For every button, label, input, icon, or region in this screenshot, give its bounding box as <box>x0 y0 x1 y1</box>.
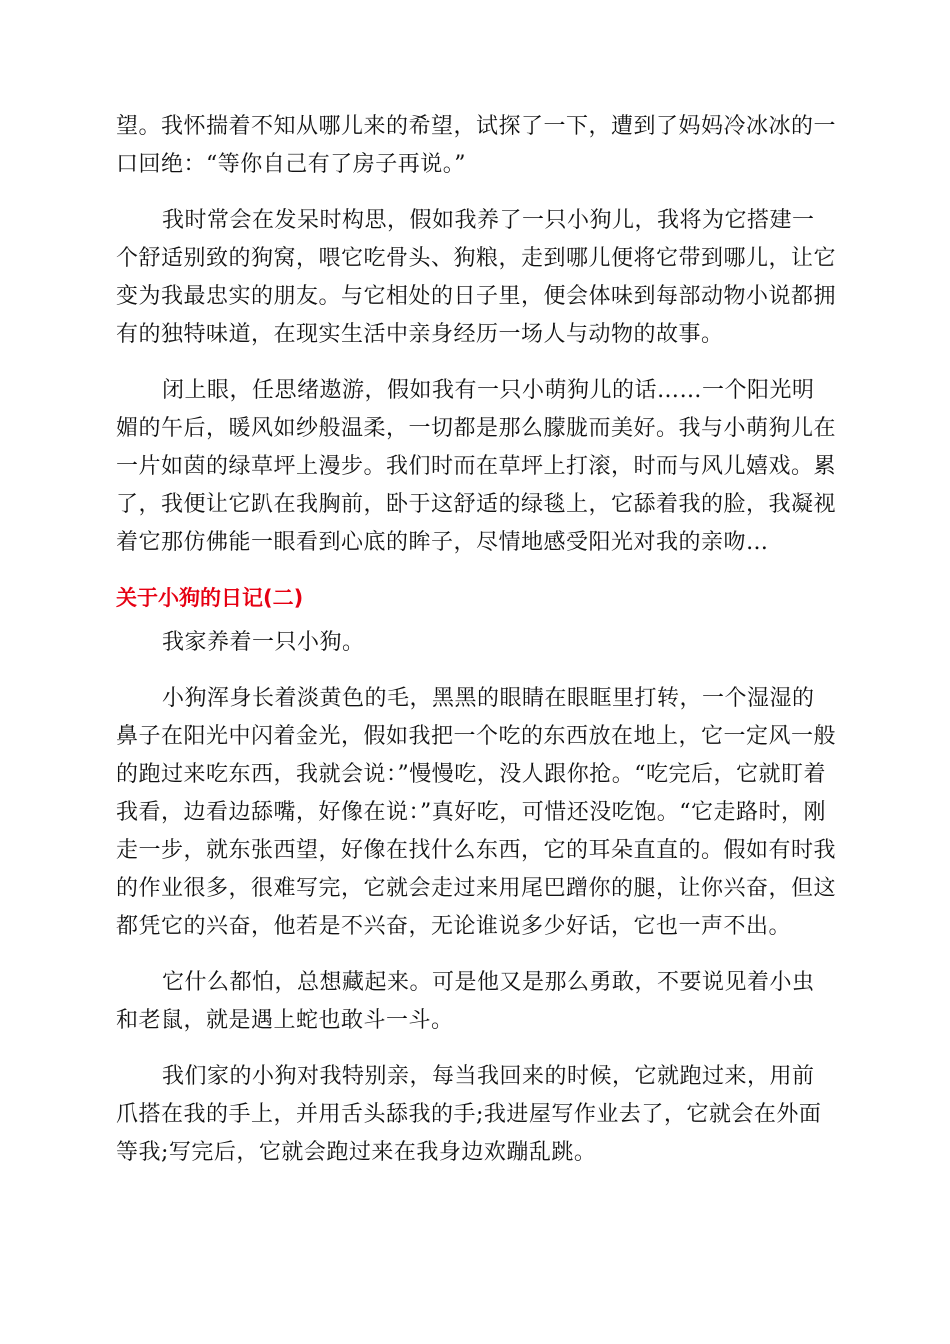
paragraph: 闭上眼，任思绪遨游，假如我有一只小萌狗儿的话……一个阳光明媚的午后，暖风如纱般温柔，一切都是那么朦胧而美好。我与小萌狗儿在一片如茵的绿草坪上漫步。我们时而在草坪上打滚，时而与风儿嬉戏。累了，我便让它趴在我胸前，卧于这舒适的绿毯上，它舔着我的脸，我凝视着它那仿佛能一眼看到心底的眸子，尽情地感受阳光对我的亲吻… <box>116 378 837 555</box>
paragraph: 它什么都怕，总想藏起来。可是他又是那么勇敢，不要说见着小虫和老鼠，就是遇上蛇也敢斗一斗。 <box>116 970 815 1033</box>
paragraph: 小狗浑身长着淡黄色的毛，黑黑的眼睛在眼眶里打转，一个湿湿的鼻子在阳光中闪着金光，假如我把一个吃的东西放在地上，它一定风一般的跑过来吃东西，我就会说：”慢慢吃，没人跟你抢。“吃完后，它就盯着我看，边看边舔嘴，好像在说：”真好吃，可惜还没吃饱。“它走路时，刚走一步，就东张西望，好像在找什么东西，它的耳朵直直的。假如有时我的作业很多，很难写完，它就会走过来用尾巴蹭你的腿，让你兴奋，但这都凭它的兴奋，他若是不兴奋，无论谁说多少好话，它也一声不出。 <box>116 686 837 939</box>
paragraph-continued: 望。我怀揣着不知从哪儿来的希望，试探了一下，遭到了妈妈冷冰冰的一口回绝：“等你自己有了房子再说。” <box>116 114 837 177</box>
paragraph: 我们家的小狗对我特别亲，每当我回来的时候，它就跑过来，用前爪搭在我的手上，并用舌头舔我的手;我进屋写作业去了，它就会在外面等我;写完后，它就会跑过来在我身边欢蹦乱跳。 <box>116 1064 822 1165</box>
paragraph: 我时常会在发呆时构思，假如我养了一只小狗儿，我将为它搭建一个舒适别致的狗窝，喂它吃骨头、狗粮，走到哪儿便将它带到哪儿，让它变为我最忠实的朋友。与它相处的日子里，便会体味到每部动物小说都拥有的独特味道，在现实生活中亲身经历一场人与动物的故事。 <box>116 208 837 347</box>
section-heading: 关于小狗的日记(二) <box>116 586 304 610</box>
paragraph: 我家养着一只小狗。 <box>162 630 365 655</box>
document-body <box>116 108 836 1190</box>
